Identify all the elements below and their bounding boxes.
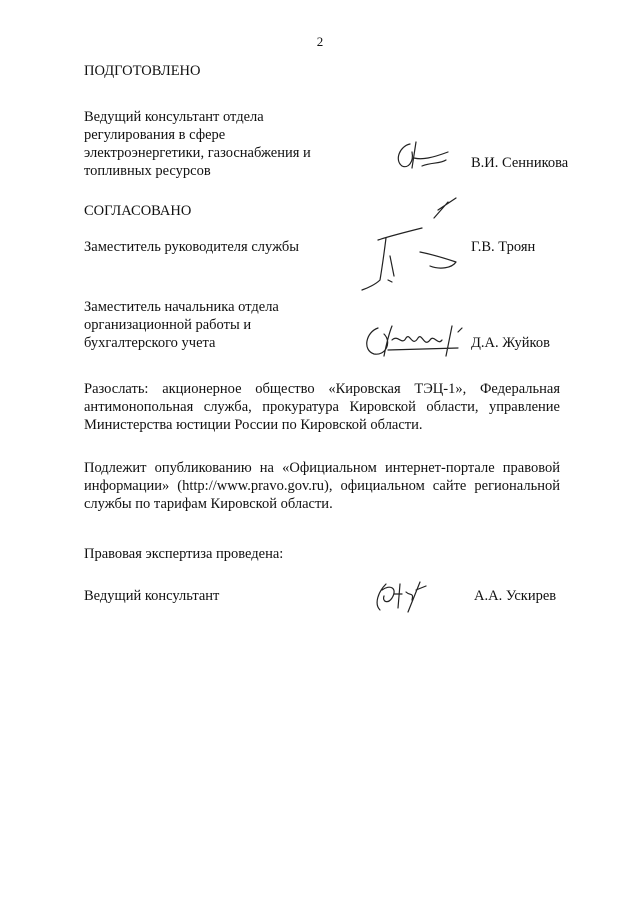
- distribution-line: Разослать: акционерное общество «Кировская ТЭЦ-1», Федеральная: [84, 381, 560, 397]
- publication-paragraph: [84, 459, 560, 513]
- signature-troyan: [360, 196, 470, 292]
- prepared-role-line: регулирования в сфере: [84, 127, 226, 143]
- prepared-role-line: Ведущий консультант отдела: [84, 109, 264, 125]
- publication-line: Подлежит опубликованию на «Официальном интернет-портале правовой: [84, 460, 560, 476]
- agreed-role-1: [84, 238, 354, 256]
- legal-review-name: А.А. Ускирев: [474, 588, 557, 604]
- agreed-role-line: организационной работы и: [84, 317, 252, 333]
- page-number: 2: [316, 34, 324, 49]
- prepared-role-line: электроэнергетики, газоснабжения и: [84, 145, 311, 161]
- signature-zhuykov: [362, 320, 466, 362]
- prepared-signer-name: В.И. Сенникова: [471, 155, 569, 171]
- prepared-role: [84, 108, 354, 180]
- agreed-role-line: бухгалтерского учета: [84, 335, 216, 351]
- agreed-role-line: Заместитель начальника отдела: [84, 299, 279, 315]
- signature-senninkova: [392, 138, 452, 172]
- distribution-line: антимонопольная служба, прокуратура Кировской области, управление: [84, 399, 560, 415]
- publication-line: информации» (http://www.pravo.gov.ru), официальном сайте региональной: [84, 478, 560, 494]
- legal-review-role: Ведущий консультант: [84, 588, 220, 604]
- distribution-line: Министерства юстиции России по Кировской области.: [84, 417, 423, 433]
- prepared-heading: ПОДГОТОВЛЕНО: [84, 63, 201, 79]
- signature-uskirev: [372, 578, 432, 614]
- prepared-role-line: топливных ресурсов: [84, 163, 211, 179]
- agreed-role-line: Заместитель руководителя службы: [84, 239, 300, 255]
- legal-review-statement: Правовая экспертиза проведена:: [84, 546, 284, 562]
- agreed-heading: СОГЛАСОВАНО: [84, 203, 192, 219]
- agreed-signer-2-name: Д.А. Жуйков: [471, 335, 550, 351]
- publication-line: службы по тарифам Кировской области.: [84, 496, 333, 512]
- agreed-role-2: [84, 298, 354, 352]
- agreed-signer-1-name: Г.В. Троян: [471, 239, 536, 255]
- distribution-paragraph: [84, 380, 560, 434]
